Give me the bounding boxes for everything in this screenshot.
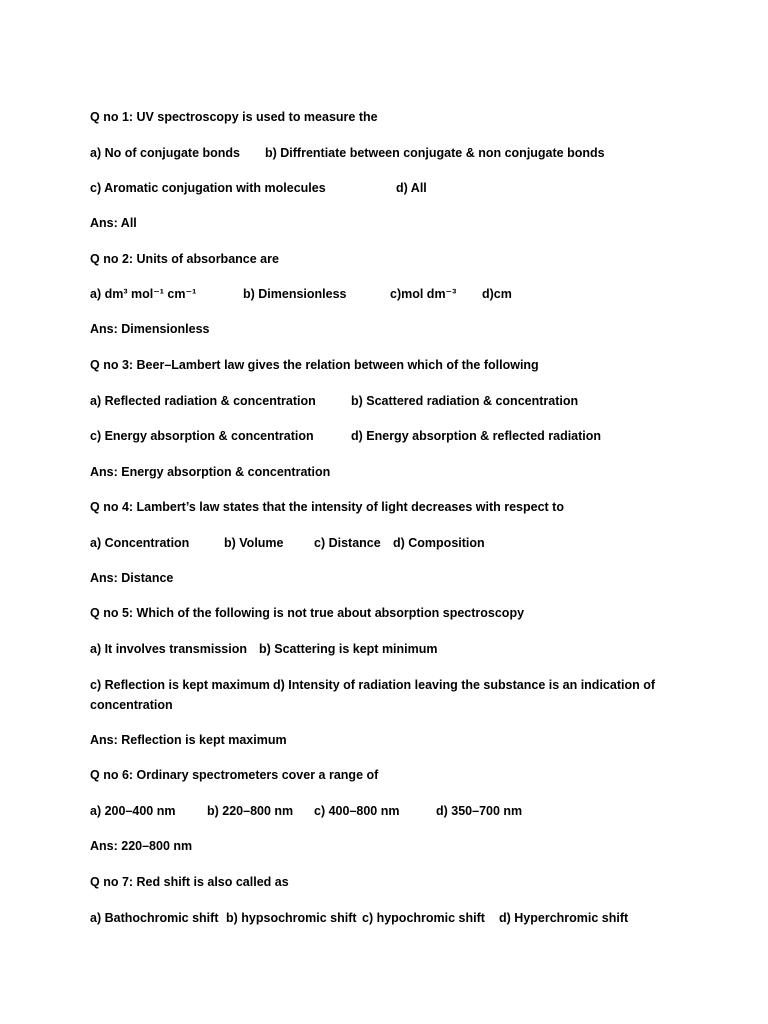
- q6-option-b: b) 220–800 nm: [207, 804, 294, 818]
- q2-option-a: a) dm³ mol⁻¹ cm⁻¹: [90, 287, 197, 301]
- q4-option-c: c) Distance: [314, 536, 381, 550]
- q1-option-c: c) Aromatic conjugation with molecules: [90, 181, 326, 195]
- q7-option-c: c) hypochromic shift: [362, 911, 485, 925]
- q2-option-b: b) Dimensionless: [243, 287, 347, 301]
- q7-option-a: a) Bathochromic shift: [90, 911, 219, 925]
- question-1: Q no 1: UV spectroscopy is used to measure the: [90, 110, 378, 124]
- q5-answer: Ans: Reflection is kept maximum: [90, 733, 287, 747]
- q6-option-c: c) 400–800 nm: [314, 804, 400, 818]
- question-6: Q no 6: Ordinary spectrometers cover a range of: [90, 768, 379, 782]
- q7-option-b: b) hypsochromic shift: [226, 911, 357, 925]
- question-3: Q no 3: Beer–Lambert law gives the relation between which of the following: [90, 358, 539, 372]
- q6-option-a: a) 200–400 nm: [90, 804, 176, 818]
- q6-option-d: d) 350–700 nm: [436, 804, 523, 818]
- q6-answer: Ans: 220–800 nm: [90, 839, 193, 853]
- question-7: Q no 7: Red shift is also called as: [90, 875, 289, 889]
- q2-option-c: c)mol dm⁻³: [390, 287, 457, 301]
- q3-option-b: b) Scattered radiation & concentration: [351, 394, 579, 408]
- q3-option-d: d) Energy absorption & reflected radiation: [351, 429, 602, 443]
- q5-option-a: a) It involves transmission: [90, 642, 247, 656]
- q1-option-a: a) No of conjugate bonds: [90, 146, 240, 160]
- q3-answer: Ans: Energy absorption & concentration: [90, 465, 331, 479]
- q3-option-a: a) Reflected radiation & concentration: [90, 394, 316, 408]
- q1-option-d: d) All: [396, 181, 427, 195]
- q2-option-d: d)cm: [482, 287, 512, 301]
- q7-option-d: d) Hyperchromic shift: [499, 911, 629, 925]
- question-5: Q no 5: Which of the following is not true about absorption spectroscopy: [90, 606, 525, 620]
- q4-answer: Ans: Distance: [90, 571, 174, 585]
- q5-option-d: d) Intensity of radiation leaving the substance is an indication of: [273, 678, 655, 692]
- q4-option-d: d) Composition: [393, 536, 485, 550]
- q4-option-a: a) Concentration: [90, 536, 190, 550]
- q5-option-d-continued: concentration: [90, 698, 173, 712]
- q1-answer: Ans: All: [90, 216, 137, 230]
- q1-option-b: b) Diffrentiate between conjugate & non conjugate bonds: [265, 146, 605, 160]
- q4-option-b: b) Volume: [224, 536, 284, 550]
- q5-option-b: b) Scattering is kept minimum: [259, 642, 438, 656]
- q3-option-c: c) Energy absorption & concentration: [90, 429, 314, 443]
- q5-option-c: c) Reflection is kept maximum: [90, 678, 270, 692]
- q2-answer: Ans: Dimensionless: [90, 322, 210, 336]
- question-2: Q no 2: Units of absorbance are: [90, 252, 279, 266]
- question-4: Q no 4: Lambert’s law states that the intensity of light decreases with respect to: [90, 500, 564, 514]
